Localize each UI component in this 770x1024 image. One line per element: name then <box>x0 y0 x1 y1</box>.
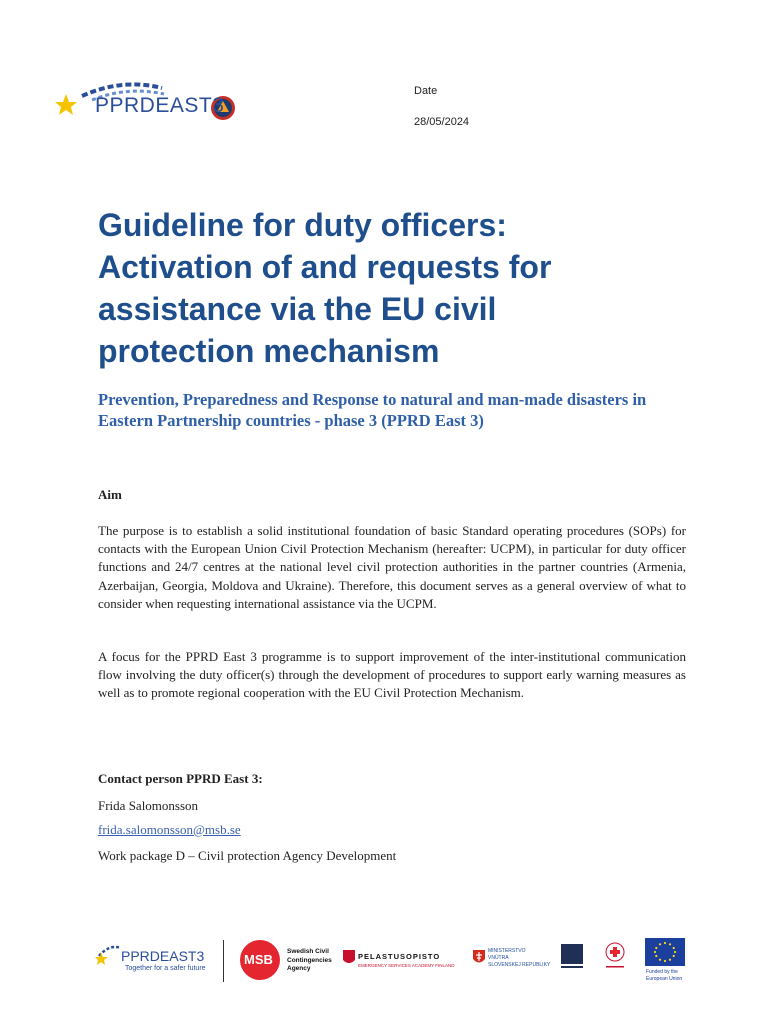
footer-pprd-wordmark: PPRDEAST3 <box>121 948 205 964</box>
work-package: Work package D – Civil protection Agency Development <box>98 848 397 863</box>
footer-divider <box>223 940 224 982</box>
msb-name-line: Agency <box>287 965 311 972</box>
slovak-coat-of-arms-icon <box>473 950 485 966</box>
eu-caption-line: European Union <box>646 975 683 982</box>
msb-name-line: Swedish Civil <box>287 948 329 955</box>
aim-paragraph-1: The purpose is to establish a solid institutional foundation of basic Standard operating procedures (SOPs) for contacts with the European Union Civil Protection Mechanism (hereafter: UCPM), in particular for duty officer functions and 24/7 centres at the national level civil protection authorities in the partner countries (Armenia, Azerbaijan, Georgia, Moldova and Ukraine). Therefore, this document serves as a general overview of what to consider when requesting international assistance via the UCPM. <box>98 523 686 611</box>
eu-flag-icon <box>645 938 685 966</box>
partner-square-logo-icon <box>561 944 583 970</box>
eu-caption-line: Funded by the <box>646 969 678 975</box>
footer-logos <box>95 936 695 986</box>
contact-heading: Contact person PPRD East 3: <box>98 771 263 786</box>
aim-heading: Aim <box>98 487 122 502</box>
logo-wordmark: PPRDEAST3 <box>95 94 225 117</box>
document-subtitle: Prevention, Preparedness and Response to natural and man-made disasters in Eastern Partnership countries - phase 3 (PPRD East 3) <box>98 390 647 430</box>
aim-paragraph-2: A focus for the PPRD East 3 programme is to support improvement of the inter-institutional communication flow involving the duty officer(s) through the development of procedures to support early warning measures as well as to promote regional cooperation with the EU Civil Protection Mechanism. <box>98 649 686 701</box>
footer-pprd-tagline: Together for a safer future <box>125 965 206 972</box>
date-label: Date <box>414 85 438 97</box>
msb-name <box>287 948 332 974</box>
contact-email-link[interactable]: frida.salomonsson@msb.se <box>98 822 241 837</box>
slovak-line: MINISTERSTVO <box>488 948 526 954</box>
pelastusopisto-sub: EMERGENCY SERVICES ACADEMY FINLAND <box>358 963 455 968</box>
pelastusopisto-emblem-icon <box>343 950 355 966</box>
msb-logo-text: MSB <box>244 952 273 967</box>
slovak-ministry-text <box>488 948 550 969</box>
slovak-line: VNÚTRA <box>488 955 509 961</box>
date-value: 28/05/2024 <box>414 116 470 128</box>
contact-name: Frida Salomonsson <box>98 798 199 813</box>
document-title: Guideline for duty officers: Activation of and requests for assistance via the EU civil protection mechanism <box>98 207 552 369</box>
star-icon <box>95 942 123 966</box>
eu-funded-caption <box>646 969 682 982</box>
msb-name-line: Contingencies <box>287 956 332 964</box>
slovak-line: SLOVENSKEJ REPUBLIKY <box>488 962 551 968</box>
red-cross-icon <box>603 942 627 970</box>
pelastusopisto-text: PELASTUSOPISTO <box>358 952 441 961</box>
